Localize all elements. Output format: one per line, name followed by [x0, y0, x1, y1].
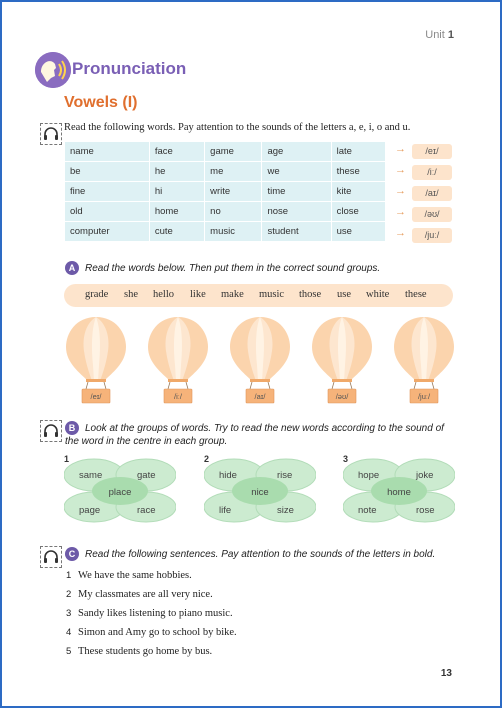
- sentence: [66, 627, 237, 638]
- flower-word: rise: [277, 470, 293, 481]
- arrow-icon: →: [395, 227, 406, 239]
- table-cell: face: [149, 142, 204, 162]
- arrow-icon: →: [395, 164, 406, 176]
- word-bank-item: she: [124, 289, 138, 300]
- table-cell: write: [205, 182, 262, 202]
- exercise-a-instruction: Read the words below. Then put them in the correct sound groups.: [85, 263, 381, 274]
- vowel-table: [64, 141, 386, 242]
- sentence-number: 2: [66, 589, 72, 600]
- flower-word: page: [79, 505, 101, 516]
- sound-label: /eɪ/: [412, 144, 452, 159]
- headphones-icon[interactable]: [40, 123, 62, 145]
- table-cell: cute: [149, 222, 204, 242]
- table-cell: kite: [331, 182, 385, 202]
- sentence: [66, 570, 192, 581]
- headphones-icon[interactable]: [40, 546, 62, 568]
- page-number: 13: [440, 668, 452, 679]
- flower-word: note: [358, 505, 377, 516]
- group-number: 1: [64, 454, 70, 464]
- table-row: [65, 202, 386, 222]
- balloon-sound-label: /eɪ/: [90, 392, 102, 401]
- table-cell: nose: [262, 202, 331, 222]
- unit-label: Unit 1: [425, 29, 454, 41]
- exercise-b-instruction-line2: the word in the centre in each group.: [65, 436, 228, 447]
- sentence-text: Simon and Amy go to school by bike.: [78, 627, 237, 638]
- flower-word: race: [137, 505, 156, 516]
- group-number: 2: [204, 454, 210, 464]
- flower-word: hide: [219, 470, 237, 481]
- headphones-icon[interactable]: [40, 420, 62, 442]
- exercise-b-instruction-line1: Look at the groups of words. Try to read the new words according to the sound of: [85, 423, 444, 434]
- word-bank-item: use: [337, 289, 351, 300]
- word-bank: [64, 284, 453, 307]
- word-bank-item: these: [405, 289, 427, 300]
- flower-word: hope: [358, 470, 380, 481]
- section-subtitle: Vowels (I): [64, 94, 138, 111]
- table-cell: me: [205, 162, 262, 182]
- word-bank-item: like: [190, 289, 206, 300]
- balloon-sound-label: /iː/: [174, 392, 182, 401]
- exercise-a-badge: A: [65, 261, 79, 275]
- arrow-icon: →: [395, 206, 406, 218]
- table-cell: late: [331, 142, 385, 162]
- section-title: Pronunciation: [72, 59, 187, 78]
- table-cell: name: [65, 142, 150, 162]
- group-number: 3: [343, 454, 349, 464]
- word-bank-item: make: [221, 289, 244, 300]
- sound-label: /iː/: [412, 165, 452, 180]
- sentence-text: Sandy likes listening to piano music.: [78, 608, 233, 619]
- intro-instruction: Read the following words. Pay attention to the sounds of the letters a, e, i, o and u.: [64, 122, 411, 133]
- sentence: [66, 589, 213, 600]
- sentence-text: My classmates are all very nice.: [78, 589, 213, 600]
- table-cell: home: [149, 202, 204, 222]
- sound-label: /əʊ/: [412, 207, 452, 222]
- balloon-sound-label: /aɪ/: [254, 392, 266, 401]
- flower-word: life: [219, 505, 232, 516]
- table-row: [65, 162, 386, 182]
- exercise-b-badge: B: [65, 421, 79, 435]
- balloon-sound-label: /juː/: [417, 392, 431, 401]
- word-bank-item: hello: [153, 289, 174, 300]
- word-bank-item: music: [259, 289, 285, 300]
- word-bank-item: white: [366, 289, 390, 300]
- sound-label: /aɪ/: [412, 186, 452, 201]
- table-row: [65, 182, 386, 202]
- arrow-icon: →: [395, 185, 406, 197]
- table-cell: no: [205, 202, 262, 222]
- table-row: [65, 222, 386, 242]
- sentence-text: We have the same hobbies.: [78, 570, 192, 581]
- table-cell: these: [331, 162, 385, 182]
- flower-word: same: [79, 470, 103, 481]
- table-cell: game: [205, 142, 262, 162]
- flower-word: gate: [137, 470, 156, 481]
- exercise-c-badge: C: [65, 547, 79, 561]
- table-cell: student: [262, 222, 331, 242]
- flower-word: joke: [416, 470, 434, 481]
- flower-word: size: [277, 505, 294, 516]
- table-cell: age: [262, 142, 331, 162]
- arrow-icon: →: [395, 143, 406, 155]
- table-cell: computer: [65, 222, 150, 242]
- table-cell: use: [331, 222, 385, 242]
- sentence-text: These students go home by bus.: [78, 646, 213, 657]
- table-row: [65, 142, 386, 162]
- word-bank-item: those: [299, 289, 322, 300]
- table-cell: music: [205, 222, 262, 242]
- table-cell: he: [149, 162, 204, 182]
- table-cell: close: [331, 202, 385, 222]
- table-cell: fine: [65, 182, 150, 202]
- sentence-number: 1: [66, 570, 72, 581]
- flower-word: rose: [416, 505, 435, 516]
- flower-center-word: place: [108, 487, 132, 498]
- word-bank-item: grade: [85, 289, 109, 300]
- table-cell: we: [262, 162, 331, 182]
- flower-center-word: nice: [251, 487, 269, 498]
- sound-label: /juː/: [412, 228, 452, 243]
- flower-center-word: home: [387, 487, 411, 498]
- sentence: [66, 646, 212, 657]
- table-cell: be: [65, 162, 150, 182]
- sentence-number: 3: [66, 608, 72, 619]
- table-cell: old: [65, 202, 150, 222]
- balloon-sound-label: /əʊ/: [335, 392, 349, 401]
- exercise-c-instruction: Read the following sentences. Pay attention to the sounds of the letters in bold.: [85, 549, 436, 560]
- table-cell: hi: [149, 182, 204, 202]
- table-cell: time: [262, 182, 331, 202]
- sentence: [66, 608, 233, 619]
- sentence-number: 5: [66, 646, 72, 657]
- pronunciation-icon: [35, 52, 71, 88]
- sentence-number: 4: [66, 627, 72, 638]
